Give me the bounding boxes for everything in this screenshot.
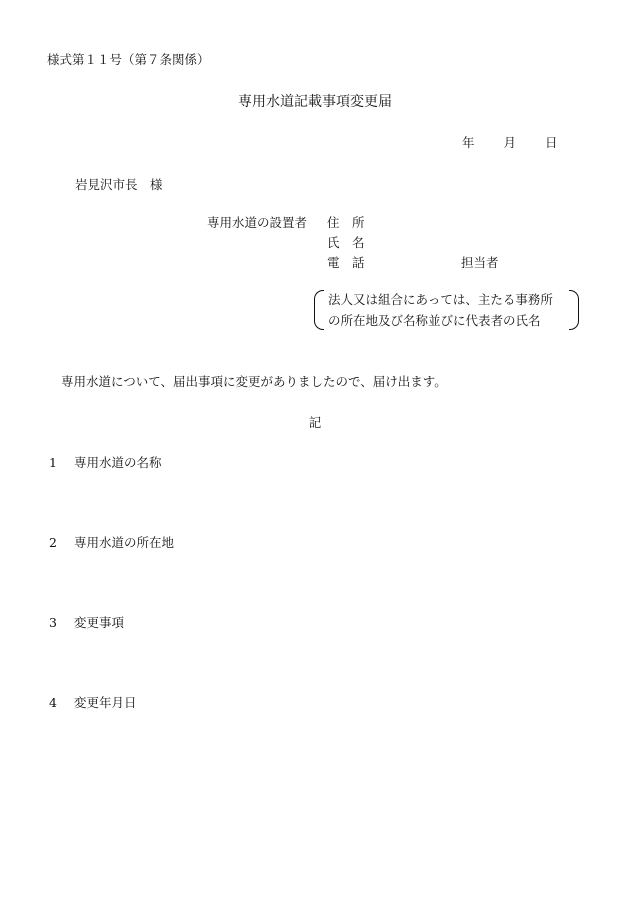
list-item bbox=[49, 695, 137, 711]
left-bracket bbox=[314, 290, 324, 330]
ki-heading: 記 bbox=[308, 415, 322, 430]
item-label: 専用水道の所在地 bbox=[74, 535, 175, 550]
date-day-label: 日 bbox=[545, 135, 558, 150]
form-number: 様式第１１号（第７条関係） bbox=[47, 52, 210, 67]
phone-label: 電 話 bbox=[327, 255, 365, 270]
item-label: 専用水道の名称 bbox=[74, 455, 162, 470]
item-label: 変更事項 bbox=[74, 615, 125, 630]
corporate-note-line-2: の所在地及び名称並びに代表者の氏名 bbox=[328, 313, 541, 328]
date-month-label: 月 bbox=[503, 135, 517, 150]
corporate-note-line-1: 法人又は組合にあっては、主たる事務所 bbox=[328, 292, 553, 307]
address-label: 住 所 bbox=[327, 215, 365, 230]
date-line bbox=[462, 135, 558, 151]
addressee: 岩見沢市長 様 bbox=[75, 177, 163, 192]
name-label: 氏 名 bbox=[327, 235, 365, 250]
item-number: 1 bbox=[49, 455, 57, 470]
corporate-note bbox=[314, 290, 579, 332]
document-title: 専用水道記載事項変更届 bbox=[238, 94, 392, 110]
list-item bbox=[49, 535, 174, 551]
list-item bbox=[49, 455, 162, 471]
installer-label: 専用水道の設置者 bbox=[207, 215, 308, 230]
right-bracket bbox=[569, 290, 579, 330]
item-label: 変更年月日 bbox=[74, 695, 137, 710]
item-number: 3 bbox=[49, 615, 57, 630]
item-number: 4 bbox=[49, 695, 57, 710]
item-number: 2 bbox=[49, 535, 57, 550]
contact-person-label: 担当者 bbox=[461, 255, 499, 270]
list-item bbox=[49, 615, 124, 631]
date-year-label: 年 bbox=[462, 135, 475, 150]
statement-text: 専用水道について、届出事項に変更がありましたので、届け出ます。 bbox=[61, 374, 447, 389]
